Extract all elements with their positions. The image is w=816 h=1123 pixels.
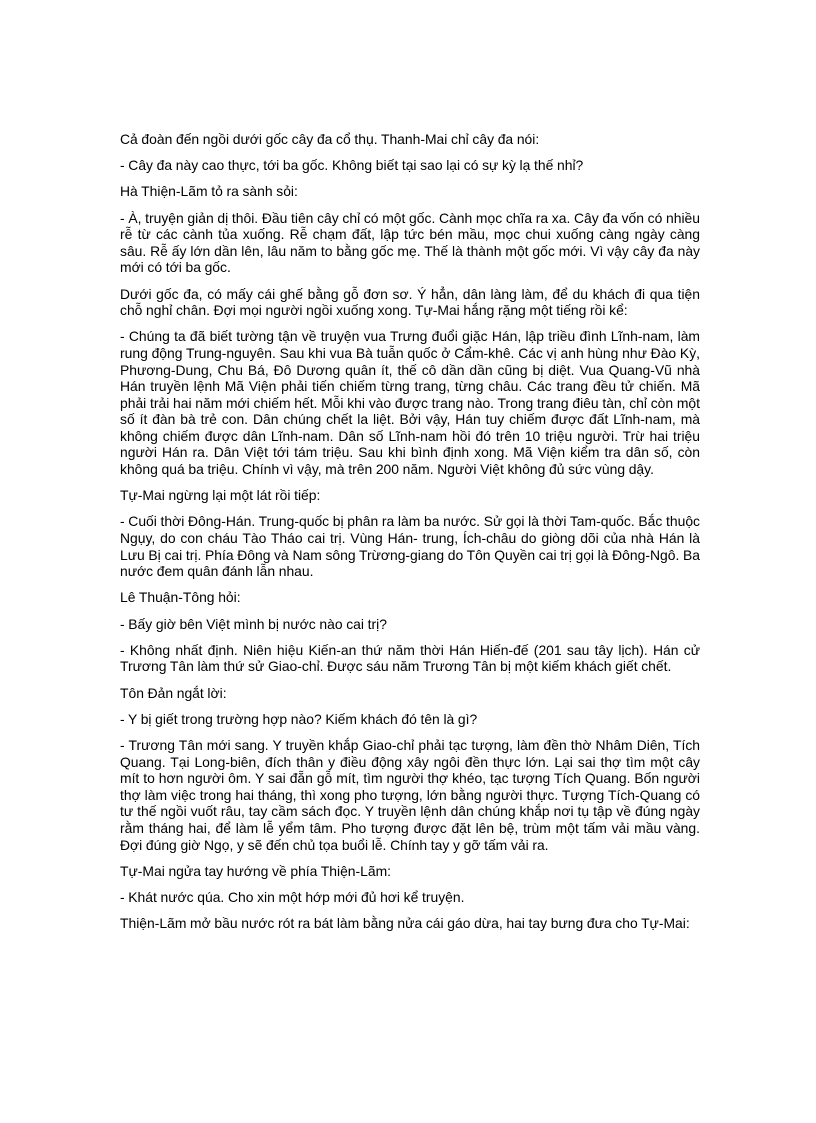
paragraph-11: - Không nhất định. Niên hiệu Kiến-an thứ năm thời Hán Hiến-đế (201 sau tây lịch). Hán cử Trương Tân làm thứ sử Giao-chỉ. Được sáu năm Trương Tân bị một kiếm khách giết chết.: [120, 641, 700, 675]
paragraph-5: Dưới gốc đa, có mấy cái ghế bằng gỗ đơn sơ. Ý hẳn, dân làng làm, để du khách đi qua tiện chỗ nghỉ chân. Đợi mọi người ngồi xuống xong. Tự-Mai hắng rặng một tiếng rồi kể:: [120, 285, 700, 319]
paragraph-9: Lê Thuận-Tông hỏi:: [120, 589, 241, 606]
paragraph-4: - À, truyện giản dị thôi. Đầu tiên cây chỉ có một gốc. Cành mọc chĩa ra xa. Cây đa vốn có nhiều rễ từ các cành tủa xuống. Rễ chạm đất, lập tức bén mầu, mọc chui xuống càng ngày càng sâu. Rễ ấy lớn dần lên, lâu năm to bằng gốc mẹ. Thế là thành một gốc mới. Vì vậy cây đa này mới có tới ba gốc.: [120, 209, 700, 276]
paragraph-10: - Bấy giờ bên Việt mình bị nước nào cai trị?: [120, 615, 387, 632]
paragraph-12: Tôn Đản ngắt lời:: [120, 684, 227, 701]
paragraph-2: - Cây đa này cao thực, tới ba gốc. Không biết tại sao lại có sự kỳ lạ thế nhỉ?: [120, 157, 584, 174]
paragraph-3: Hà Thiện-Lãm tỏ ra sành sỏi:: [120, 183, 298, 200]
paragraph-15: Tự-Mai ngửa tay hướng về phía Thiện-Lãm:: [120, 862, 392, 879]
paragraph-1: Cả đoàn đến ngồi dưới gốc cây đa cổ thụ. Thanh-Mai chỉ cây đa nói:: [120, 131, 540, 147]
paragraph-14: - Trương Tân mới sang. Y truyền khắp Giao-chỉ phải tạc tượng, làm đền thờ Nhâm Diên, Tích Quang. Tại Long-biên, đích thân y điều động xây ngôi đền thực lớn. Lại sai thợ tìm một cây mít to hơn người ôm. Y sai đẵn gỗ mít, tìm người thợ khéo, tạc tượng Tích Quang. Bốn người thợ làm việc trong hai tháng, thì xong pho tượng, lớn bằng người thực. Tượng Tích-Quang có tư thế ngồi vuốt râu, tay cầm sách đọc. Y truyền lệnh dân chúng khắp nơi tụ tập về đúng ngày rằm tháng hai, để làm lễ yểm tâm. Pho tượng được đặt lên bệ, trùm một tấm vải mầu vàng. Đợi đúng giờ Ngọ, y sẽ đến chủ tọa buổi lễ. Chính tay y gỡ tấm vải ra.: [120, 736, 700, 853]
paragraph-8: - Cuối thời Đông-Hán. Trung-quốc bị phân ra làm ba nước. Sử gọi là thời Tam-quốc. Bắc thuộc Ngụy, do con cháu Tào Tháo cai trị. Vùng Hán- trung, Ích-châu do giòng dõi của nhà Hán là Lưu Bị cai trị. Phía Đông và Nam sông Trừơng-giang do Tôn Quyền cai trị gọi là Đông-Ngô. Ba nước đem quân đánh lẫn nhau.: [120, 513, 700, 580]
paragraph-16: - Khát nước qúa. Cho xin một hớp mới đủ hơi kể truyện.: [120, 888, 465, 905]
paragraph-13: - Y bị giết trong trường hợp nào? Kiếm khách đó tên là gì?: [120, 710, 478, 727]
paragraph-17: Thiện-Lãm mở bầu nước rót ra bát làm bằng nửa cái gáo dừa, hai tay bưng đưa cho Tự-Mai:: [120, 915, 690, 932]
document-page: [120, 131, 700, 941]
paragraph-7: Tự-Mai ngừng lại một lát rồi tiếp:: [120, 487, 321, 504]
paragraph-6: - Chúng ta đã biết tường tận về truyện vua Trưng đuổi giặc Hán, lập triều đình Lĩnh-nam, làm rung động Trung-nguyên. Sau khi vua Bà tuẫn quốc ở Cẩm-khê. Các vị anh hùng như Đào Kỳ, Phương-Dung, Chu Bá, Đô Dương quân ít, thế cô dần dần cũng bị diệt. Vua Quang-Vũ nhà Hán truyền lệnh Mã Viện phải tiến chiếm từng trang, từng châu. Các trang đều tử chiến. Mã phải trải hai năm mới chiếm hết. Mỗi khi vào được trang nào. Trong trang điêu tàn, chỉ còn một số ít đàn bà trẻ con. Dân chúng chết la liệt. Bởi vậy, Hán tuy chiếm được đất Lĩnh-nam, mà không chiếm được dân Lĩnh-nam. Dân số Lĩnh-nam hồi đó trên 10 triệu người. Trừ hai triệu người Hán ra. Dân Việt tới tám triệu. Sau khi bình định xong. Mã Viện kiểm tra dân số, còn không quá ba triệu. Chính vì vậy, mà trên 200 năm. Người Việt không đủ sức vùng dậy.: [120, 328, 700, 478]
